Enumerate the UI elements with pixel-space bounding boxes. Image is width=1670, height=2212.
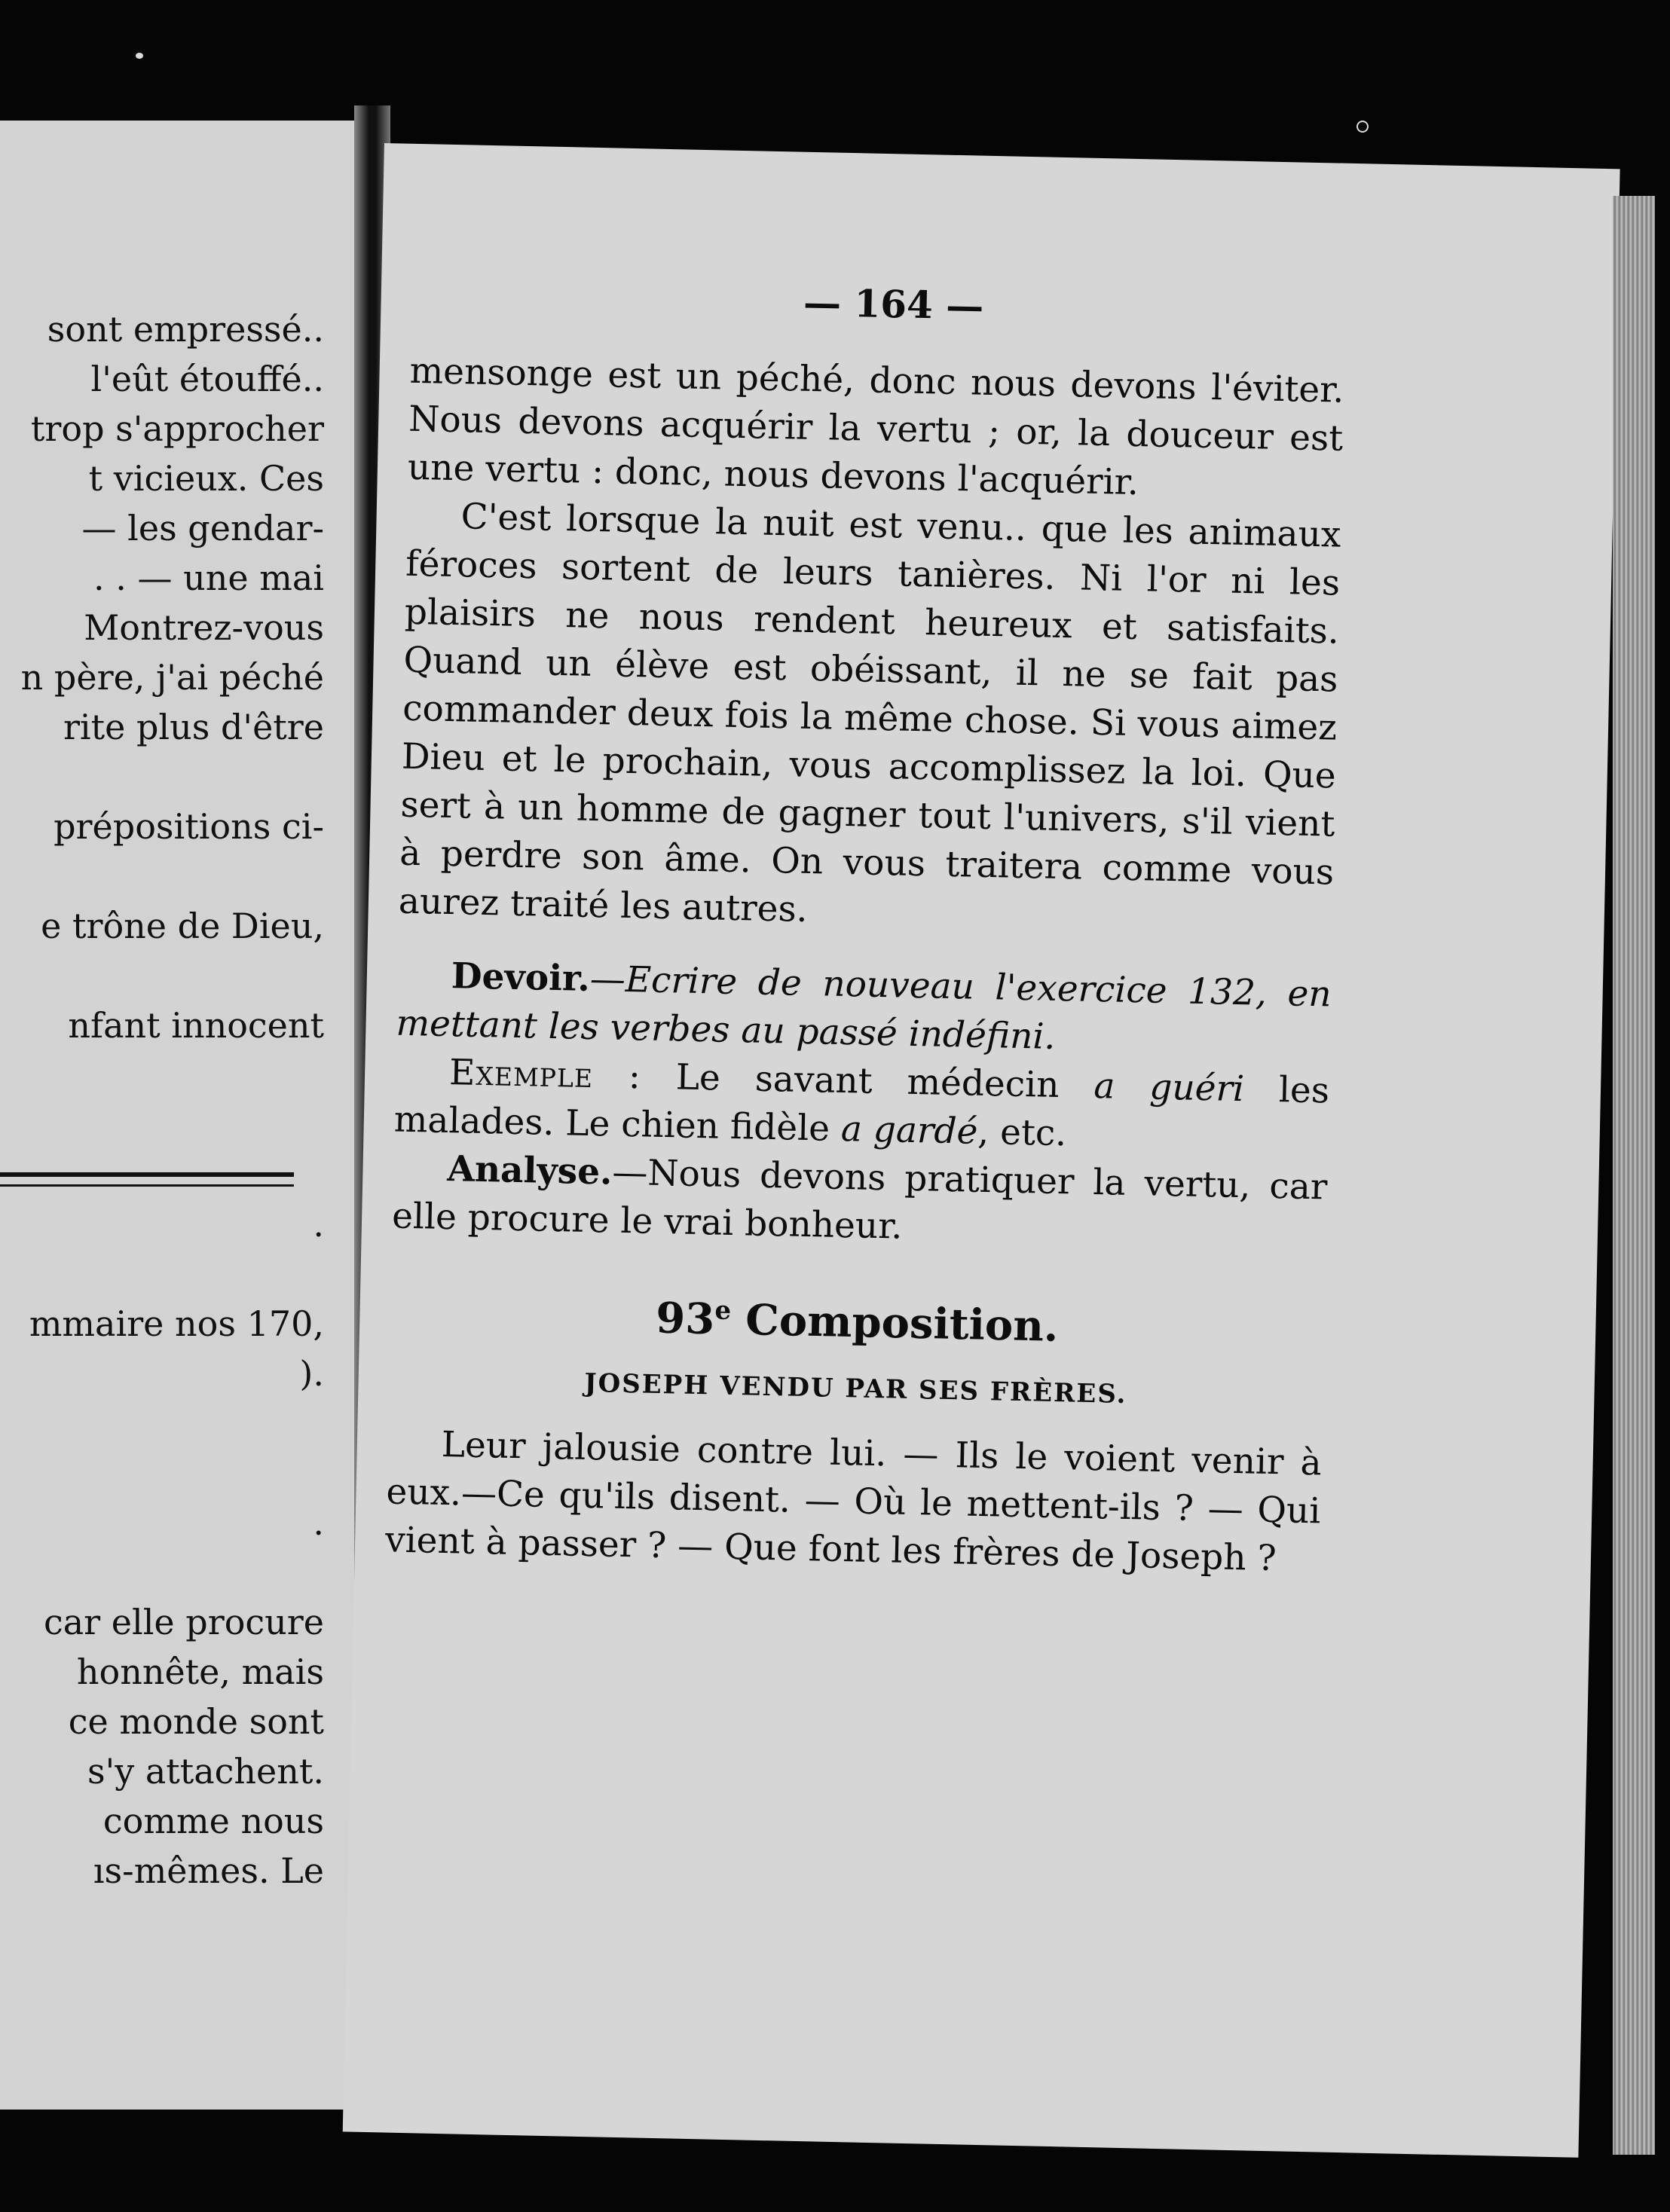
paragraph: C'est lorsque la nuit est venu.. que les animaux féroces sortent de leurs tanières. Ni l'or ni les plaisirs ne nous rendent heureux et satisfaits. Quand un élève est obéissant, il ne se fait pas commander deux fois la même chose. Si vous aimez Dieu et le prochain, vous accomplissez la loi. Que sert à un homme de gagner tout l'univers, s'il vient à perdre son âme. On vous traitera comme vous aurez traité les autres. [398, 496, 1341, 930]
exemple-italic: a gardé [840, 1108, 978, 1153]
dust-speck [136, 53, 143, 59]
left-page-line: trop s'approcher [30, 408, 324, 449]
left-page-line: t vicieux. Ces [88, 458, 324, 499]
left-page-line: s'y attachent. [87, 1751, 324, 1792]
left-page [0, 121, 362, 2110]
exemple-label: Exemple : [448, 1052, 642, 1098]
left-page-line: honnête, mais [76, 1651, 324, 1692]
left-page-line: — les gendar- [81, 508, 324, 548]
composition-number: 93 [655, 1293, 715, 1345]
analyse-label: Analyse. [446, 1148, 613, 1193]
dust-speck [1356, 121, 1369, 133]
left-page-line: e trône de Dieu, [41, 906, 324, 946]
left-page-line: mmaire nos 170, [29, 1303, 324, 1344]
right-page [343, 143, 1620, 2158]
composition-suffix: e [714, 1295, 732, 1326]
exemple-text: , etc. [977, 1111, 1067, 1155]
left-page-line: . [313, 1204, 324, 1245]
paragraph: mensonge est un péché, donc nous devons l'éviter. Nous devons acquérir la vertu ; or, la douceur est une vertu : donc, nous devons l'acquérir. [407, 350, 1344, 504]
left-page-line: . . — une mai [93, 558, 324, 598]
left-page-line: comme nous [102, 1801, 324, 1841]
exemple-text: les malades. Le chien fidèle [393, 1068, 1330, 1150]
left-page-line: n père, j'ai péché [20, 657, 324, 698]
left-page-line: ce monde sont [68, 1701, 324, 1742]
left-page-line: nfant innocent [68, 1005, 324, 1046]
composition-subtitle: JOSEPH VENDU PAR SES FRÈRES. [584, 1367, 1127, 1410]
separator-rule [0, 1184, 294, 1187]
left-page-line: sont empressé.. [47, 309, 324, 350]
left-page-line: car elle procure [43, 1602, 324, 1642]
left-page-line: ıs-mêmes. Le [93, 1850, 324, 1891]
page-content [385, 347, 1345, 1584]
analyse-text: —Nous devons pratiquer la vertu, car elle procure le vrai bonheur. [391, 1151, 1328, 1248]
separator-rule [0, 1172, 294, 1177]
page-number: — 164 — [803, 280, 984, 328]
exemple-text: Le savant médecin [641, 1056, 1094, 1107]
page-edges [1613, 196, 1655, 2155]
left-page-line: Montrez-vous [84, 607, 324, 648]
paragraph: Leur jalousie contre lui. — Ils le voient venir à eux.—Ce qu'ils disent. — Où le mettent-ils ? — Qui vient à passer ? — Que font les frères de Joseph ? [384, 1423, 1323, 1579]
exemple-italic: a guéri [1093, 1065, 1245, 1111]
left-page-line: ). [299, 1353, 324, 1394]
composition-heading [390, 1274, 1326, 1363]
analyse-line [391, 1144, 1327, 1260]
devoir-label: Devoir. [451, 955, 591, 1000]
devoir-text: —Ecrire de nouveau l'exercice 132, en mettant les verbes au passé indéfini. [395, 958, 1332, 1058]
composition-title: Composition. [730, 1294, 1060, 1352]
devoir-instruction [396, 952, 1332, 1068]
left-page-line: prépositions ci- [54, 806, 324, 847]
left-page-line: rite plus d'être [63, 707, 324, 747]
exemple-line [393, 1048, 1329, 1164]
left-page-line: l'eût étouffé.. [90, 359, 324, 399]
left-page-line: . [313, 1502, 324, 1543]
